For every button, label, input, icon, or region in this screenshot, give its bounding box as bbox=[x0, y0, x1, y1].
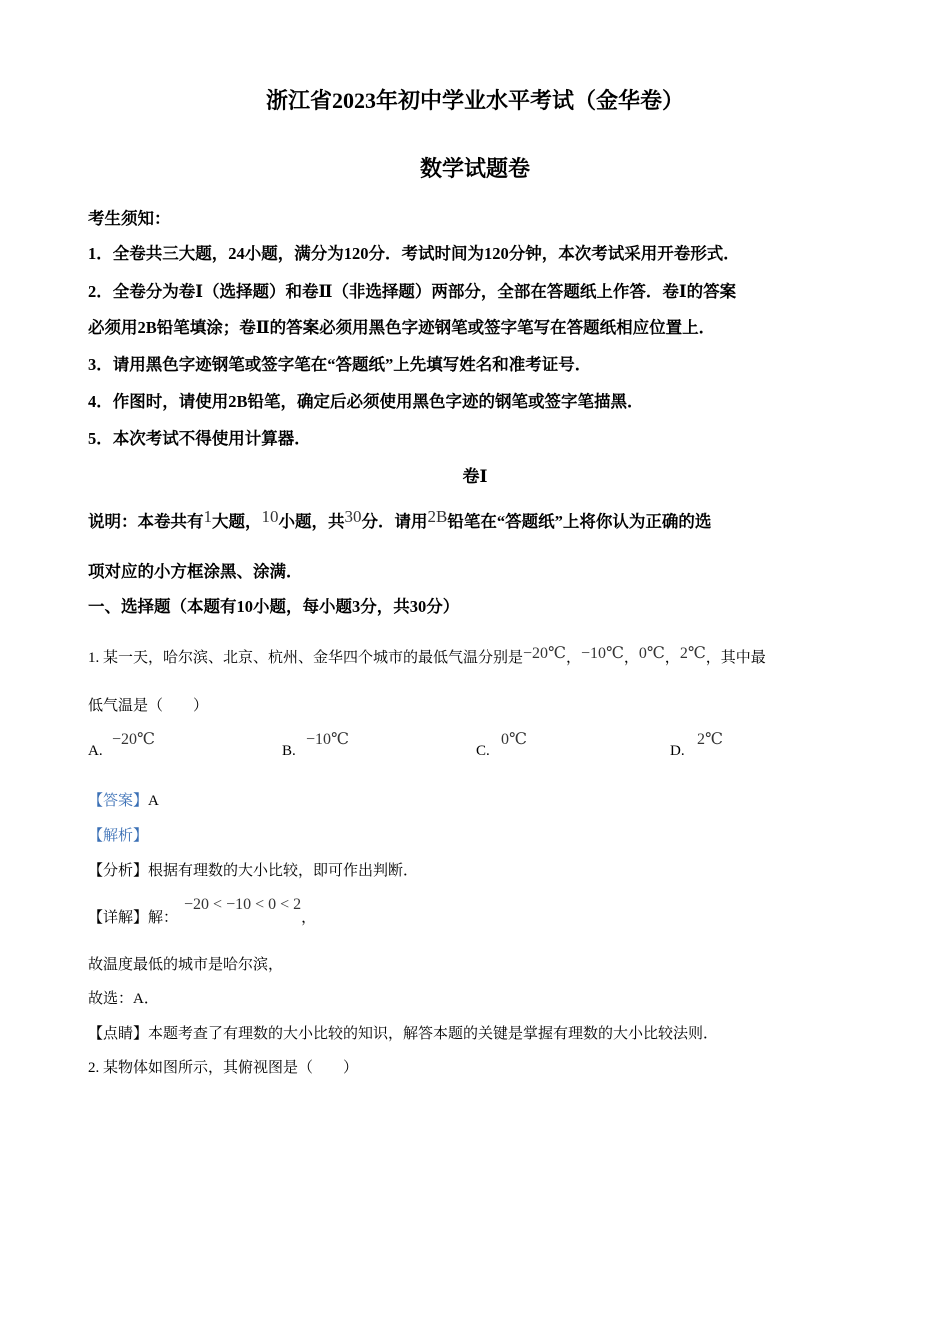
notice-heading: 考生须知： bbox=[88, 209, 171, 228]
q1-stem-line2: 低气温是（ ） bbox=[88, 698, 209, 714]
q1-option-b-label: B. bbox=[282, 743, 296, 759]
q1-option-c-label: C. bbox=[476, 743, 490, 759]
q1-dianjing: 【点睛】本题考查了有理数的大小比较的知识，解答本题的关键是掌握有理数的大小比较法则． bbox=[88, 1026, 719, 1042]
desc-text-5: 铅笔在“答题纸”上将你认为正确的选 bbox=[447, 512, 712, 531]
analysis-tag: 【解析】 bbox=[88, 828, 149, 844]
section-desc-line2: 项对应的小方框涂黑、涂满． bbox=[88, 562, 303, 581]
q1-option-a-label: A. bbox=[88, 743, 103, 759]
q1-sep-2: ， bbox=[623, 650, 639, 666]
part-title: 一、选择题（本题有10小题，每小题3分，共30分） bbox=[88, 597, 460, 616]
desc-num-3: 30 bbox=[344, 507, 362, 526]
desc-num-2: 10 bbox=[261, 507, 279, 526]
q1-sep-3: ， bbox=[664, 650, 680, 666]
exam-subtitle: 数学试题卷 bbox=[419, 156, 530, 181]
q1-fenxi: 【分析】根据有理数的大小比较，即可作出判断． bbox=[88, 863, 419, 879]
xiangjie-end: ， bbox=[301, 910, 317, 926]
desc-num-4: 2B bbox=[427, 507, 448, 526]
q1-option-a-value: −20℃ bbox=[112, 731, 155, 748]
notice-item-5: 5．本次考试不得使用计算器． bbox=[88, 429, 311, 448]
q1-xiangjie bbox=[88, 896, 317, 927]
desc-text-3: 小题，共 bbox=[278, 512, 345, 531]
q1-stem-a: 1. 某一天，哈尔滨、北京、杭州、金华四个城市的最低气温分别是 bbox=[88, 650, 524, 666]
section-desc-line1 bbox=[88, 508, 711, 532]
q2-stem: 2. 某物体如图所示，其俯视图是（ ） bbox=[88, 1060, 359, 1076]
desc-text-2: 大题， bbox=[212, 512, 262, 531]
notice-item-4: 4．作图时，请使用2B铅笔，确定后必须使用黑色字迹的钢笔或签字笔描黑． bbox=[88, 392, 644, 411]
section-label: 卷Ⅰ bbox=[462, 467, 488, 486]
xiangjie-tag: 【详解】解： bbox=[88, 910, 179, 926]
q1-answer bbox=[88, 789, 159, 810]
q1-choice: 故选：A． bbox=[88, 991, 159, 1007]
q1-option-c-value: 0℃ bbox=[501, 731, 527, 748]
q1-stem-b: ，其中最 bbox=[705, 650, 766, 666]
q1-sep-1: ， bbox=[565, 650, 581, 666]
q1-option-d-value: 2℃ bbox=[697, 731, 723, 748]
q1-conclusion: 故温度最低的城市是哈尔滨， bbox=[88, 957, 284, 973]
notice-item-3: 3．请用黑色字迹钢笔或签字笔在“答题纸”上先填写姓名和准考证号． bbox=[88, 355, 592, 374]
notice-item-2-cont: 必须用2B铅笔填涂；卷Ⅱ的答案必须用黑色字迹钢笔或签字笔写在答题纸相应位置上． bbox=[88, 318, 716, 337]
q1-temp-3: 0℃ bbox=[638, 645, 665, 662]
q1-option-b-value: −10℃ bbox=[306, 731, 349, 748]
notice-item-1: 1．全卷共三大题，24小题，满分为120分．考试时间为120分钟，本次考试采用开卷形式． bbox=[88, 244, 740, 263]
answer-value: A bbox=[148, 793, 159, 809]
q1-temp-2: −10℃ bbox=[580, 645, 624, 662]
xiangjie-math: −20 < −10 < 0 < 2 bbox=[184, 896, 302, 913]
desc-text-4: 分．请用 bbox=[361, 512, 428, 531]
q1-option-d-label: D. bbox=[670, 743, 685, 759]
answer-tag: 【答案】 bbox=[88, 793, 149, 809]
desc-num-1: 1 bbox=[203, 507, 212, 526]
q1-temp-4: 2℃ bbox=[679, 645, 706, 662]
q1-temp-1: −20℃ bbox=[523, 645, 566, 662]
desc-text-1: 说明：本卷共有 bbox=[88, 512, 204, 531]
q1-stem-line1 bbox=[88, 646, 766, 667]
exam-title: 浙江省2023年初中学业水平考试（金华卷） bbox=[265, 88, 684, 113]
notice-item-2: 2．全卷分为卷Ⅰ（选择题）和卷Ⅱ（非选择题）两部分，全部在答题纸上作答．卷Ⅰ的答案 bbox=[88, 282, 737, 301]
